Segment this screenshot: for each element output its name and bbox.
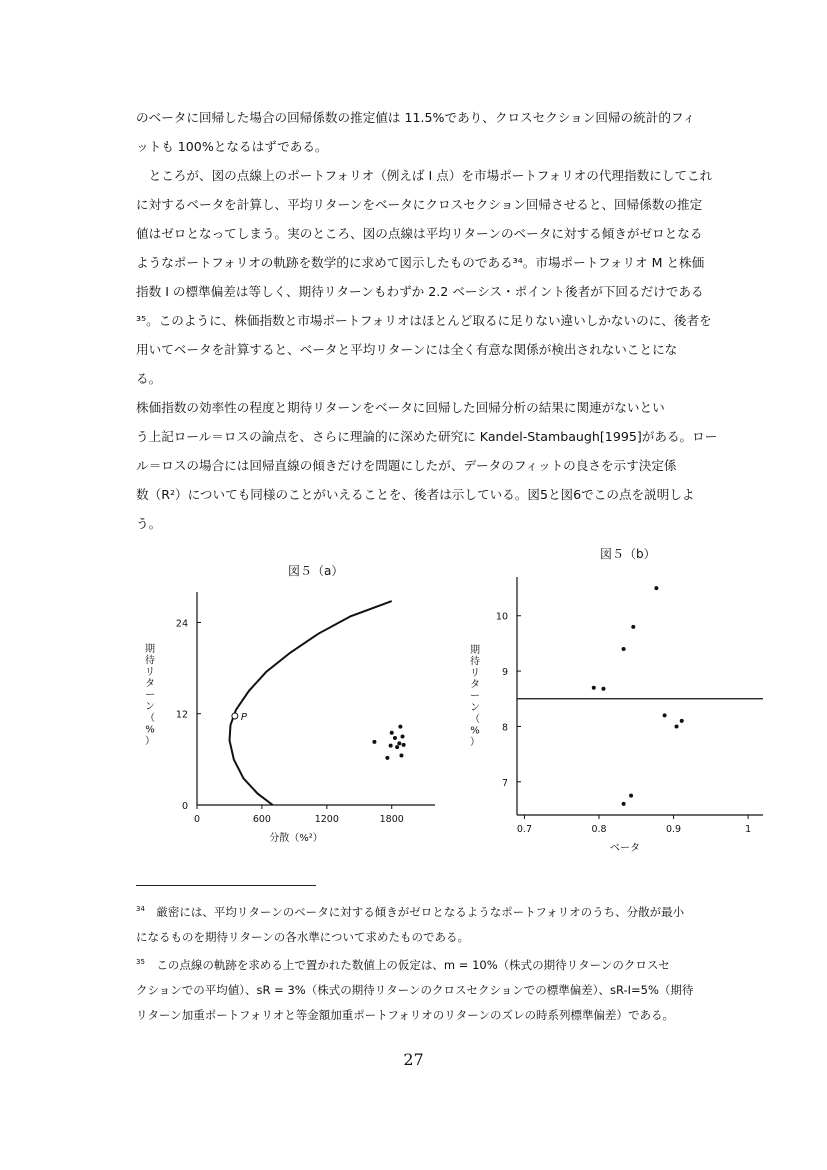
y-axis-label-char: ン bbox=[470, 702, 480, 714]
body-line: う。 bbox=[136, 516, 162, 531]
data-point bbox=[680, 719, 684, 723]
y-tick-label: 10 bbox=[495, 611, 508, 623]
y-tick-label: 12 bbox=[175, 709, 188, 721]
data-point bbox=[622, 647, 626, 651]
body-line: る。 bbox=[136, 371, 162, 386]
y-axis-label-char: ） bbox=[145, 736, 155, 747]
footnote-34-line: $^{34}$ 厳密には、平均リターンのベータに対する傾きがゼロとなるようなポートフォリオのうち、分散が最小 bbox=[136, 904, 685, 919]
footnote-mark: 34 bbox=[136, 905, 145, 913]
data-point bbox=[663, 713, 667, 717]
data-point bbox=[397, 741, 401, 745]
y-axis-label-char: タ bbox=[470, 679, 480, 691]
footnote-mark: 35 bbox=[136, 957, 145, 966]
data-point bbox=[372, 740, 376, 744]
y-tick-label: 8 bbox=[501, 722, 508, 734]
y-axis-label-char: % bbox=[145, 724, 155, 736]
x-axis-label: ベータ bbox=[610, 843, 640, 854]
footnotes bbox=[136, 897, 736, 1028]
data-point bbox=[631, 625, 635, 629]
y-axis-label-char: 待 bbox=[145, 655, 155, 667]
x-tick-label: 1 bbox=[745, 824, 752, 835]
y-tick-label: 9 bbox=[501, 667, 508, 679]
body-line: 株価指数の効率性の程度と期待リターンをベータに回帰した回帰分析の結果に関連がないとい bbox=[136, 400, 665, 415]
figure-5a-title: 図５（a） bbox=[288, 564, 344, 578]
body-line: に対するベータを計算し、平均リターンをベータにクロスセクション回帰させると、回帰係数の推定 bbox=[136, 197, 703, 212]
y-tick-label: 24 bbox=[175, 618, 188, 630]
footnote-34-line: になるものを期待リターンの各水準について求めたものである。 bbox=[136, 929, 470, 944]
y-tick-label: 0 bbox=[181, 801, 188, 812]
body-line: う上記ロール＝ロスの論点を、さらに理論的に深めた研究に Kandel-Stambaugh[1995]がある。ロー bbox=[136, 429, 718, 444]
body-line: ところが、図の点線上のポートフォリオ（例えば I 点）を市場ポートフォリオの代理指数にしてこれ bbox=[136, 168, 713, 183]
data-point bbox=[622, 802, 626, 806]
x-tick-label: 0.8 bbox=[591, 824, 607, 835]
y-axis-label-char: タ bbox=[145, 678, 155, 690]
data-point bbox=[654, 586, 658, 590]
point-p-label: P bbox=[240, 711, 247, 723]
y-axis-label-char: 待 bbox=[470, 656, 480, 668]
x-tick-label: 600 bbox=[252, 814, 271, 825]
data-point bbox=[629, 794, 633, 798]
y-axis-label-char: % bbox=[470, 725, 480, 737]
data-point bbox=[393, 736, 397, 740]
body-line: 値はゼロとなってしまう。実のところ、図の点線は平均リターンのベータに対する傾きがゼロとなる bbox=[136, 226, 703, 241]
body-line: 用いてベータを計算すると、ベータと平均リターンには全く有意な関係が検出されないことにな bbox=[136, 342, 678, 357]
data-point bbox=[675, 724, 679, 728]
x-tick-label: 0 bbox=[193, 814, 201, 825]
y-tick-label: 7 bbox=[501, 777, 508, 789]
y-axis-label-char: リ bbox=[470, 668, 480, 679]
data-point bbox=[399, 754, 403, 758]
body-line: のベータに回帰した場合の回帰係数の推定値は 11.5%であり、クロスセクション回帰の統計的フィ bbox=[136, 110, 696, 125]
data-point bbox=[601, 687, 605, 691]
data-point bbox=[389, 744, 393, 748]
body-line: 数（R²）についても同様のことがいえることを、後者は示している。図5と図6でこの点を説明しよ bbox=[136, 487, 695, 502]
x-tick-label: 0.7 bbox=[516, 824, 533, 835]
footnote-separator bbox=[136, 885, 316, 886]
y-axis-label-char: リ bbox=[145, 667, 155, 678]
body-line: 指数 I の標準偏差は等しく、期待リターンもわずか 2.2 ベーシス・ポイント後者が下回るだけである bbox=[136, 284, 704, 299]
body-line: ットも 100%となるはずである。 bbox=[136, 139, 328, 154]
data-point bbox=[390, 731, 394, 735]
x-axis-label: 分散（%²） bbox=[269, 833, 323, 844]
x-tick-label: 0.9 bbox=[665, 824, 682, 835]
body-line: ル＝ロスの場合には回帰直線の傾きだけを問題にしたが、データのフィットの良さを示す決定係 bbox=[136, 458, 677, 473]
frontier-curve bbox=[230, 601, 392, 805]
page-number: 27 bbox=[403, 1050, 424, 1069]
point-p-marker bbox=[232, 713, 238, 719]
figure-5a-chart bbox=[130, 580, 450, 860]
y-axis-label-char: 期 bbox=[470, 645, 480, 656]
figure-5b-title: 図５（b） bbox=[600, 547, 656, 561]
data-point bbox=[592, 686, 596, 690]
body-text bbox=[136, 103, 736, 538]
data-point bbox=[395, 745, 399, 749]
x-tick-label: 1200 bbox=[314, 814, 339, 825]
y-axis-label-char: ー bbox=[145, 690, 155, 701]
y-axis-label-char: ン bbox=[145, 701, 155, 713]
data-point bbox=[385, 756, 389, 760]
body-line: ³⁵。このように、株価指数と市場ポートフォリオはほとんど取るに足りない違いしかないのに、後者を bbox=[136, 313, 712, 328]
y-axis-label-char: ） bbox=[470, 737, 480, 748]
data-point bbox=[398, 725, 402, 729]
body-line: ようなポートフォリオの軌跡を数学的に求めて図示したものである³⁴。市場ポートフォリオ M と株価 bbox=[136, 255, 705, 270]
footnote-35-line: リターン加重ポートフォリオと等金額加重ポートフォリオのリターンのズレの時系列標準偏差）である。 bbox=[136, 1007, 674, 1022]
figure-5b-chart bbox=[450, 565, 780, 865]
data-point bbox=[401, 735, 405, 739]
y-axis-label-char: （ bbox=[145, 713, 155, 724]
footnote-35-line: クションでの平均値）、sR = 3%（株式の期待リターンのクロスセクションでの標準偏差）、sR-I=5%（期待 bbox=[136, 982, 694, 997]
y-axis-label-char: 期 bbox=[145, 644, 155, 655]
x-tick-label: 1800 bbox=[379, 814, 404, 825]
footnote-35-line: $^{35}$ この点線の軌跡を求める上で置かれた数値上の仮定は、m = 10%（株式の期待リターンのクロスセ bbox=[136, 957, 670, 972]
data-point bbox=[402, 743, 406, 747]
y-axis-label-char: （ bbox=[470, 714, 480, 725]
y-axis-label-char: ー bbox=[470, 691, 480, 702]
